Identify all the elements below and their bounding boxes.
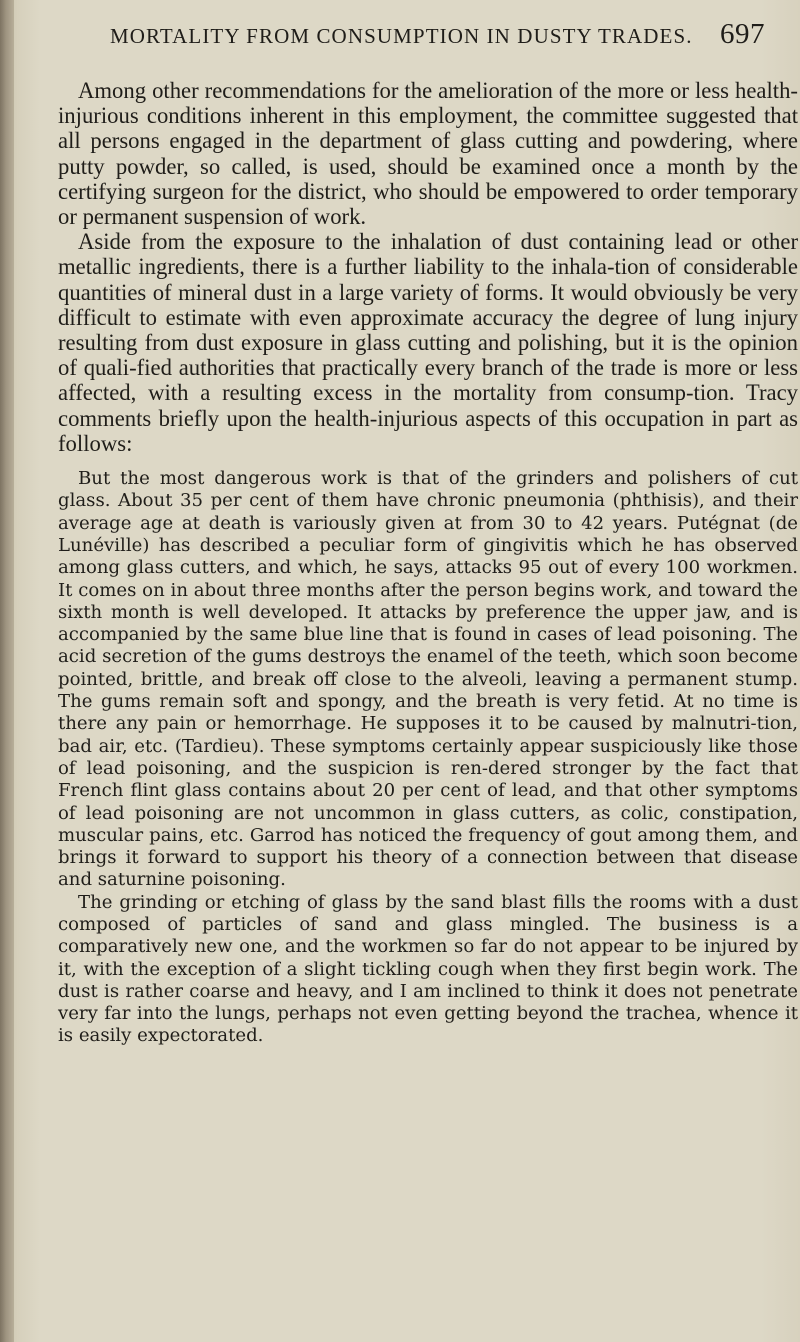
page-header (80, 14, 770, 54)
page-number: 697 (720, 18, 765, 50)
body-text (58, 78, 798, 1048)
paragraph: Aside from the exposure to the inhalation of dust containing lead or other metallic ingredients, there is a further liability to the inhala-tion of considerable quantities of mineral dust in a large variety of forms. It would obviously be very difficult to estimate with even approximate accuracy the degree of lung injury resulting from dust exposure in glass cutting and polishing, but it is the opinion of quali-fied authorities that practically every branch of the trade is more or less affected, with a resulting excess in the mortality from consump-tion. Tracy comments briefly upon the health-injurious aspects of this occupation in part as follows: (58, 229, 798, 456)
binding-edge (0, 0, 14, 1342)
block-gap (58, 456, 798, 468)
quoted-paragraph: But the most dangerous work is that of the grinders and polishers of cut glass. About 35 per cent of them have chronic pneumonia (phthisis), and their average age at death is variously given at from 30 to 42 years. Putégnat (de Lunéville) has described a peculiar form of gingivitis which he has observed among glass cutters, and which, he says, attacks 95 out of every 100 workmen. It comes on in about three months after the person begins work, and toward the sixth month is well developed. It attacks by preference the upper jaw, and is accompanied by the same blue line that is found in cases of lead poisoning. The acid secretion of the gums destroys the enamel of the teeth, which soon become pointed, brittle, and break off close to the alveoli, leaving a permanent stump. The gums remain soft and spongy, and the breath is very fetid. At no time is there any pain or hemorrhage. He supposes it to be caused by malnutri-tion, bad air, etc. (Tardieu). These symptoms certainly appear suspiciously like those of lead poisoning, and the suspicion is ren-dered stronger by the fact that French flint glass contains about 20 per cent of lead, and that other symptoms of lead poisoning are not uncommon in glass cutters, as colic, constipation, muscular pains, etc. Garrod has noticed the frequency of gout among them, and brings it forward to support his theory of a connection between that disease and saturnine poisoning. (58, 468, 798, 891)
quoted-paragraph: The grinding or etching of glass by the sand blast fills the rooms with a dust composed of particles of sand and glass mingled. The business is a comparatively new one, and the workmen so far do not appear to be injured by it, with the exception of a slight tickling cough when they first begin work. The dust is rather coarse and heavy, and I am inclined to think it does not penetrate very far into the lungs, perhaps not even getting beyond the trachea, whence it is easily expectorated. (58, 891, 798, 1047)
running-head: MORTALITY FROM CONSUMPTION IN DUSTY TRADES. (110, 24, 693, 48)
paragraph: Among other recommendations for the amelioration of the more or less health-injurious conditions inherent in this employment, the committee suggested that all persons engaged in the department of glass cutting and powdering, where putty powder, so called, is used, should be examined once a month by the certifying surgeon for the district, who should be empowered to order temporary or permanent suspension of work. (58, 78, 798, 230)
